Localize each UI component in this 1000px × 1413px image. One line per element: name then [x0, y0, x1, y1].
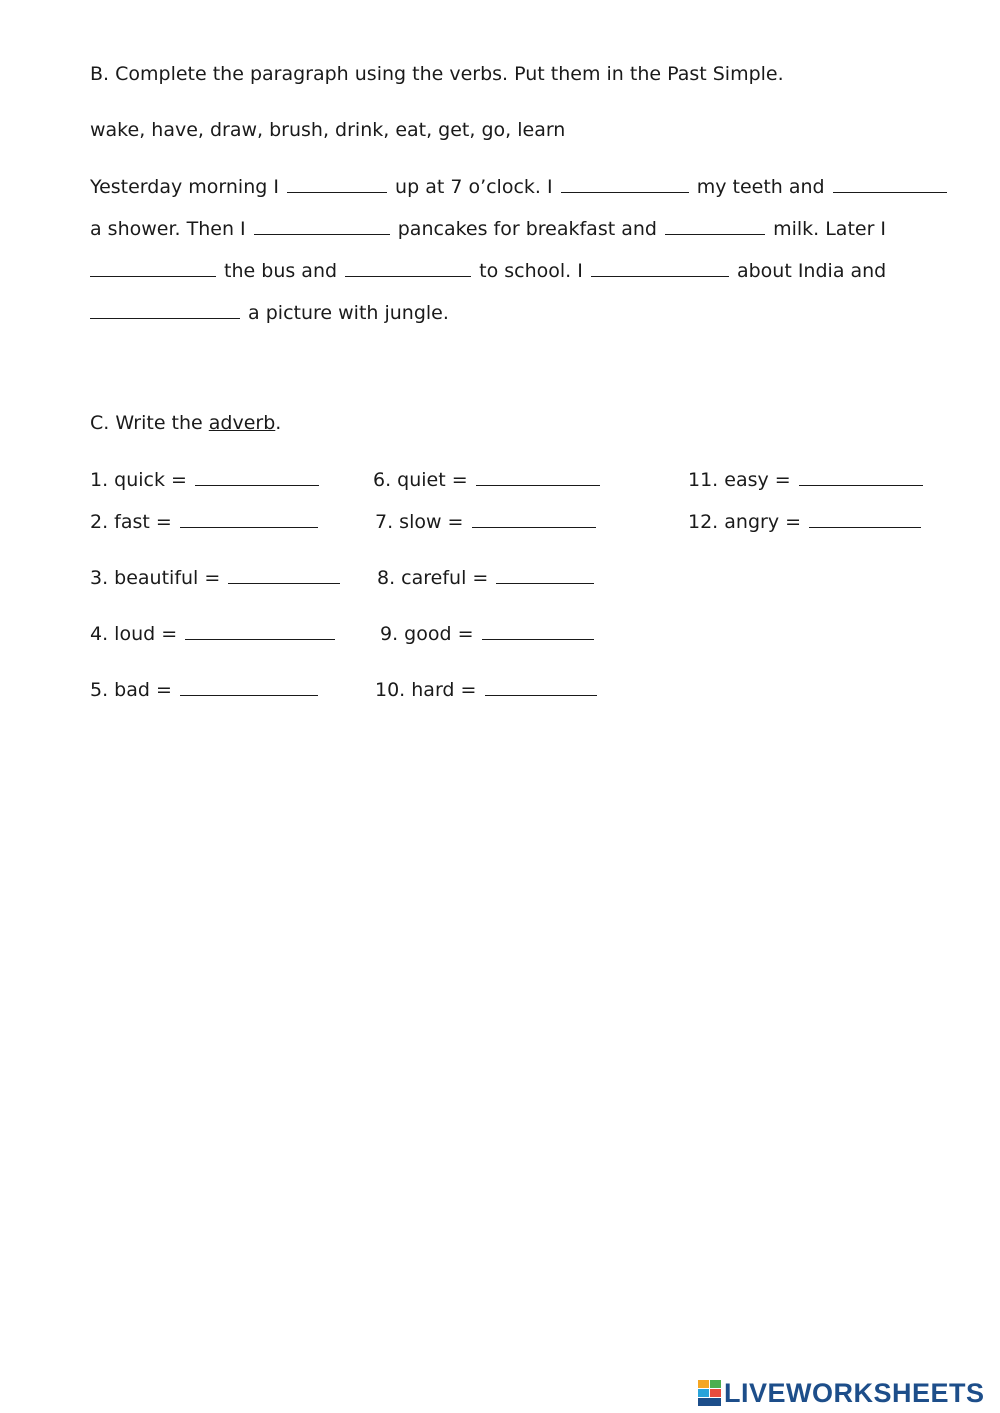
- adverb-item-2: [90, 509, 320, 534]
- adverb-item-4: [90, 621, 337, 646]
- adverb-answer-7[interactable]: [472, 509, 596, 528]
- paragraph-text: pancakes for breakfast and: [397, 218, 657, 240]
- adverb-item-6: [373, 467, 602, 492]
- liveworksheets-logo-icon: [698, 1380, 722, 1406]
- adverb-answer-3[interactable]: [228, 565, 340, 584]
- blank-9[interactable]: [90, 300, 240, 319]
- adverb-label: 9. good =: [380, 623, 474, 645]
- blank-2[interactable]: [561, 174, 689, 193]
- adverb-answer-11[interactable]: [799, 467, 923, 486]
- section-b-instruction: B. Complete the paragraph using the verbs. Put them in the Past Simple.: [90, 63, 784, 85]
- adverb-answer-6[interactable]: [476, 467, 600, 486]
- adverb-label: 6. quiet =: [373, 469, 468, 491]
- blank-3[interactable]: [833, 174, 947, 193]
- adverb-label: 7. slow =: [375, 511, 464, 533]
- adverb-answer-10[interactable]: [485, 677, 597, 696]
- paragraph-text: the bus and: [224, 260, 338, 282]
- adverb-item-3: [90, 565, 342, 590]
- adverb-item-1: [90, 467, 321, 492]
- instruction-text: .: [275, 412, 282, 434]
- liveworksheets-brand-text: LIVEWORKSHEETS: [724, 1377, 985, 1408]
- adverb-item-11: [688, 467, 925, 492]
- paragraph-text: to school. I: [479, 260, 583, 282]
- paragraph-text: milk. Later I: [773, 218, 887, 240]
- paragraph-line-2: [90, 216, 886, 241]
- adverb-label: 4. loud =: [90, 623, 178, 645]
- adverb-label: 3. beautiful =: [90, 567, 221, 589]
- instruction-text: C. Write the: [90, 412, 209, 434]
- adverb-answer-12[interactable]: [809, 509, 921, 528]
- adverb-label: 1. quick =: [90, 469, 187, 491]
- adverb-underlined: adverb: [208, 412, 276, 434]
- blank-5[interactable]: [665, 216, 765, 235]
- adverb-answer-2[interactable]: [180, 509, 318, 528]
- adverb-answer-9[interactable]: [482, 621, 594, 640]
- paragraph-text: up at 7 o’clock. I: [395, 176, 553, 198]
- blank-8[interactable]: [591, 258, 729, 277]
- blank-6[interactable]: [90, 258, 216, 277]
- adverb-answer-5[interactable]: [180, 677, 318, 696]
- adverb-label: 12. angry =: [688, 511, 802, 533]
- adverb-item-9: [380, 621, 596, 646]
- adverb-item-12: [688, 509, 923, 534]
- adverb-label: 5. bad =: [90, 679, 172, 701]
- adverb-answer-8[interactable]: [496, 565, 594, 584]
- blank-7[interactable]: [345, 258, 471, 277]
- verb-list: wake, have, draw, brush, drink, eat, get, go, learn: [90, 119, 566, 141]
- paragraph-text: a shower. Then I: [90, 218, 246, 240]
- adverb-item-8: [377, 565, 596, 590]
- section-c-instruction: [90, 411, 281, 435]
- paragraph-line-1: [90, 174, 949, 199]
- adverb-item-7: [375, 509, 598, 534]
- blank-4[interactable]: [254, 216, 390, 235]
- adverb-item-10: [375, 677, 599, 702]
- adverb-label: 11. easy =: [688, 469, 791, 491]
- paragraph-line-4: [90, 300, 449, 325]
- paragraph-text: Yesterday morning I: [90, 176, 279, 198]
- adverb-label: 2. fast =: [90, 511, 172, 533]
- liveworksheets-logo: [698, 1378, 985, 1408]
- blank-1[interactable]: [287, 174, 387, 193]
- adverb-item-5: [90, 677, 320, 702]
- paragraph-text: about India and: [736, 260, 887, 282]
- adverb-label: 8. careful =: [377, 567, 489, 589]
- paragraph-line-3: [90, 258, 886, 283]
- adverb-label: 10. hard =: [375, 679, 477, 701]
- paragraph-text: my teeth and: [696, 176, 825, 198]
- paragraph-text: a picture with jungle.: [248, 302, 449, 324]
- adverb-answer-4[interactable]: [185, 621, 335, 640]
- adverb-answer-1[interactable]: [195, 467, 319, 486]
